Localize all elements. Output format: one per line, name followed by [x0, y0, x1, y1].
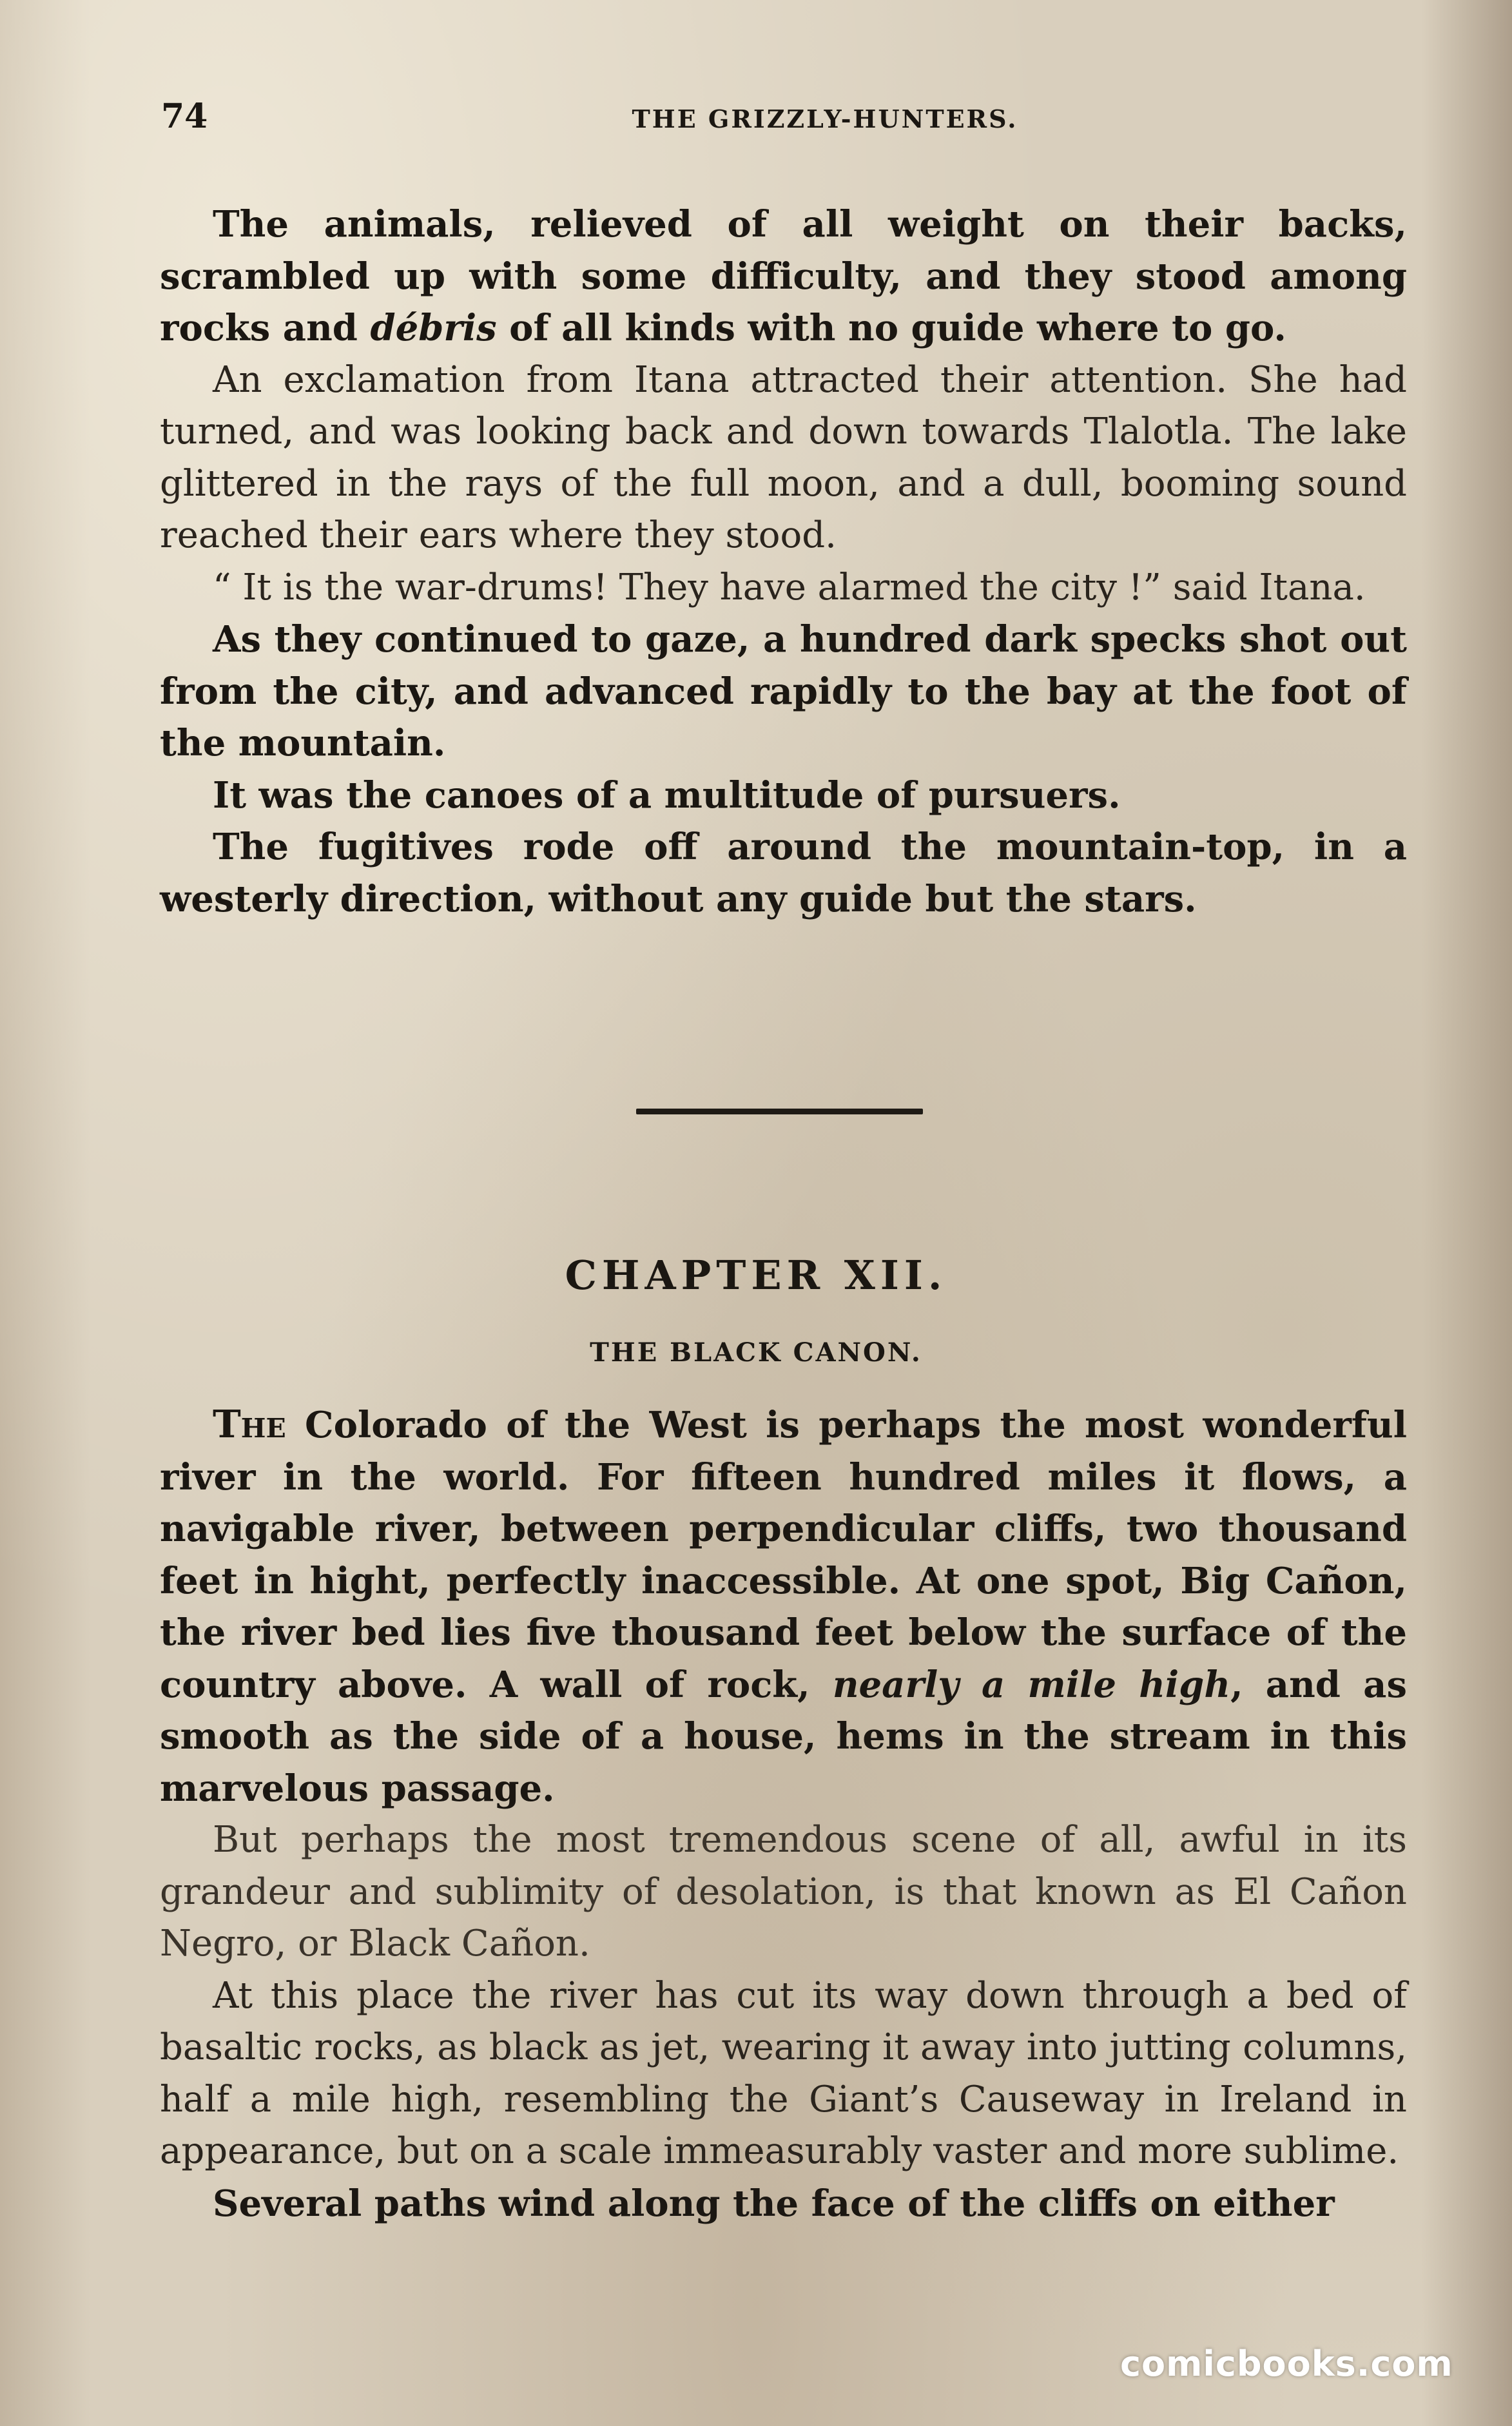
chapter-eleven-ending	[160, 199, 1407, 925]
chapter-subtitle: THE BLACK CANON.	[590, 1337, 922, 1368]
watermark: comicbooks.com	[1120, 2344, 1453, 2384]
running-title: THE GRIZZLY-HUNTERS.	[632, 104, 1018, 133]
paragraph-emphasis: débris	[370, 307, 497, 349]
chapter-title: CHAPTER XII.	[565, 1252, 947, 1299]
paragraph	[160, 199, 1407, 354]
running-head	[161, 97, 1411, 142]
paragraph-text: Colorado of the West is perhaps the most wonderful river in the world. For fifteen hundred miles it flows, a navigable river, between perpendicular cliffs, two thousand feet in hight, perfectly inaccessible. At one spot, Big Cañon, the river bed lies five thousand feet below the surface of the country above. A wall of rock,	[160, 1404, 1407, 1706]
paragraph	[160, 354, 1407, 562]
paragraph-text: It was the canoes of a multitude of pursuers.	[213, 773, 1121, 817]
paragraph	[160, 2178, 1407, 2230]
paragraph-lead-word: The	[213, 1402, 286, 1446]
paragraph-text: “ It is the war-drums! They have alarmed the city !” said Itana.	[213, 566, 1366, 608]
paragraph-text: , and as smooth as the side of a house, hems in the stream in this marvelous passage.	[160, 1663, 1407, 1810]
paragraph	[160, 562, 1407, 614]
paragraph	[160, 821, 1407, 925]
paragraph-text: The fugitives rode off around the mountain-top, in a westerly direction, without any guide but the stars.	[160, 826, 1407, 920]
paragraph-text: As they continued to gaze, a hundred dark specks shot out from the city, and advanced rapidly to the bay at the foot of the mountain.	[160, 618, 1407, 764]
paragraph-text: At this place the river has cut its way down through a bed of basaltic rocks, as black as jet, wearing it away into jutting columns, half a mile high, resembling the Giant’s Causeway in Ireland in appearance, but on a scale immeasurably vaster and more sublime.	[160, 1974, 1407, 2172]
page-number: 74	[161, 97, 208, 136]
paragraph-text: of all kinds with no guide where to go.	[496, 307, 1286, 349]
paragraph	[160, 1970, 1407, 2178]
paragraph-text: An exclamation from Itana attracted their attention. She had turned, and was looking back and down towards Tlalotla. The lake glittered in the rays of the full moon, and a dull, booming sound reached their ears where they stood.	[160, 358, 1407, 556]
paragraph	[160, 770, 1407, 822]
paragraph-text: But perhaps the most tremendous scene of all, awful in its grandeur and sublimity of desolation, is that known as El Cañon Negro, or Black Cañon.	[160, 1819, 1407, 1965]
paragraph	[160, 1814, 1407, 1970]
paragraph	[160, 1399, 1407, 1814]
chapter-twelve-text	[160, 1399, 1407, 2229]
section-divider	[636, 1109, 923, 1114]
paragraph-text: The animals, relieved of all weight on their backs, scrambled up with some difficulty, and they stood among rocks and	[160, 203, 1407, 349]
paragraph-text: Several paths wind along the face of the cliffs on either	[213, 2182, 1335, 2225]
paragraph	[160, 614, 1407, 770]
paragraph-emphasis: nearly a mile high	[832, 1663, 1231, 1706]
